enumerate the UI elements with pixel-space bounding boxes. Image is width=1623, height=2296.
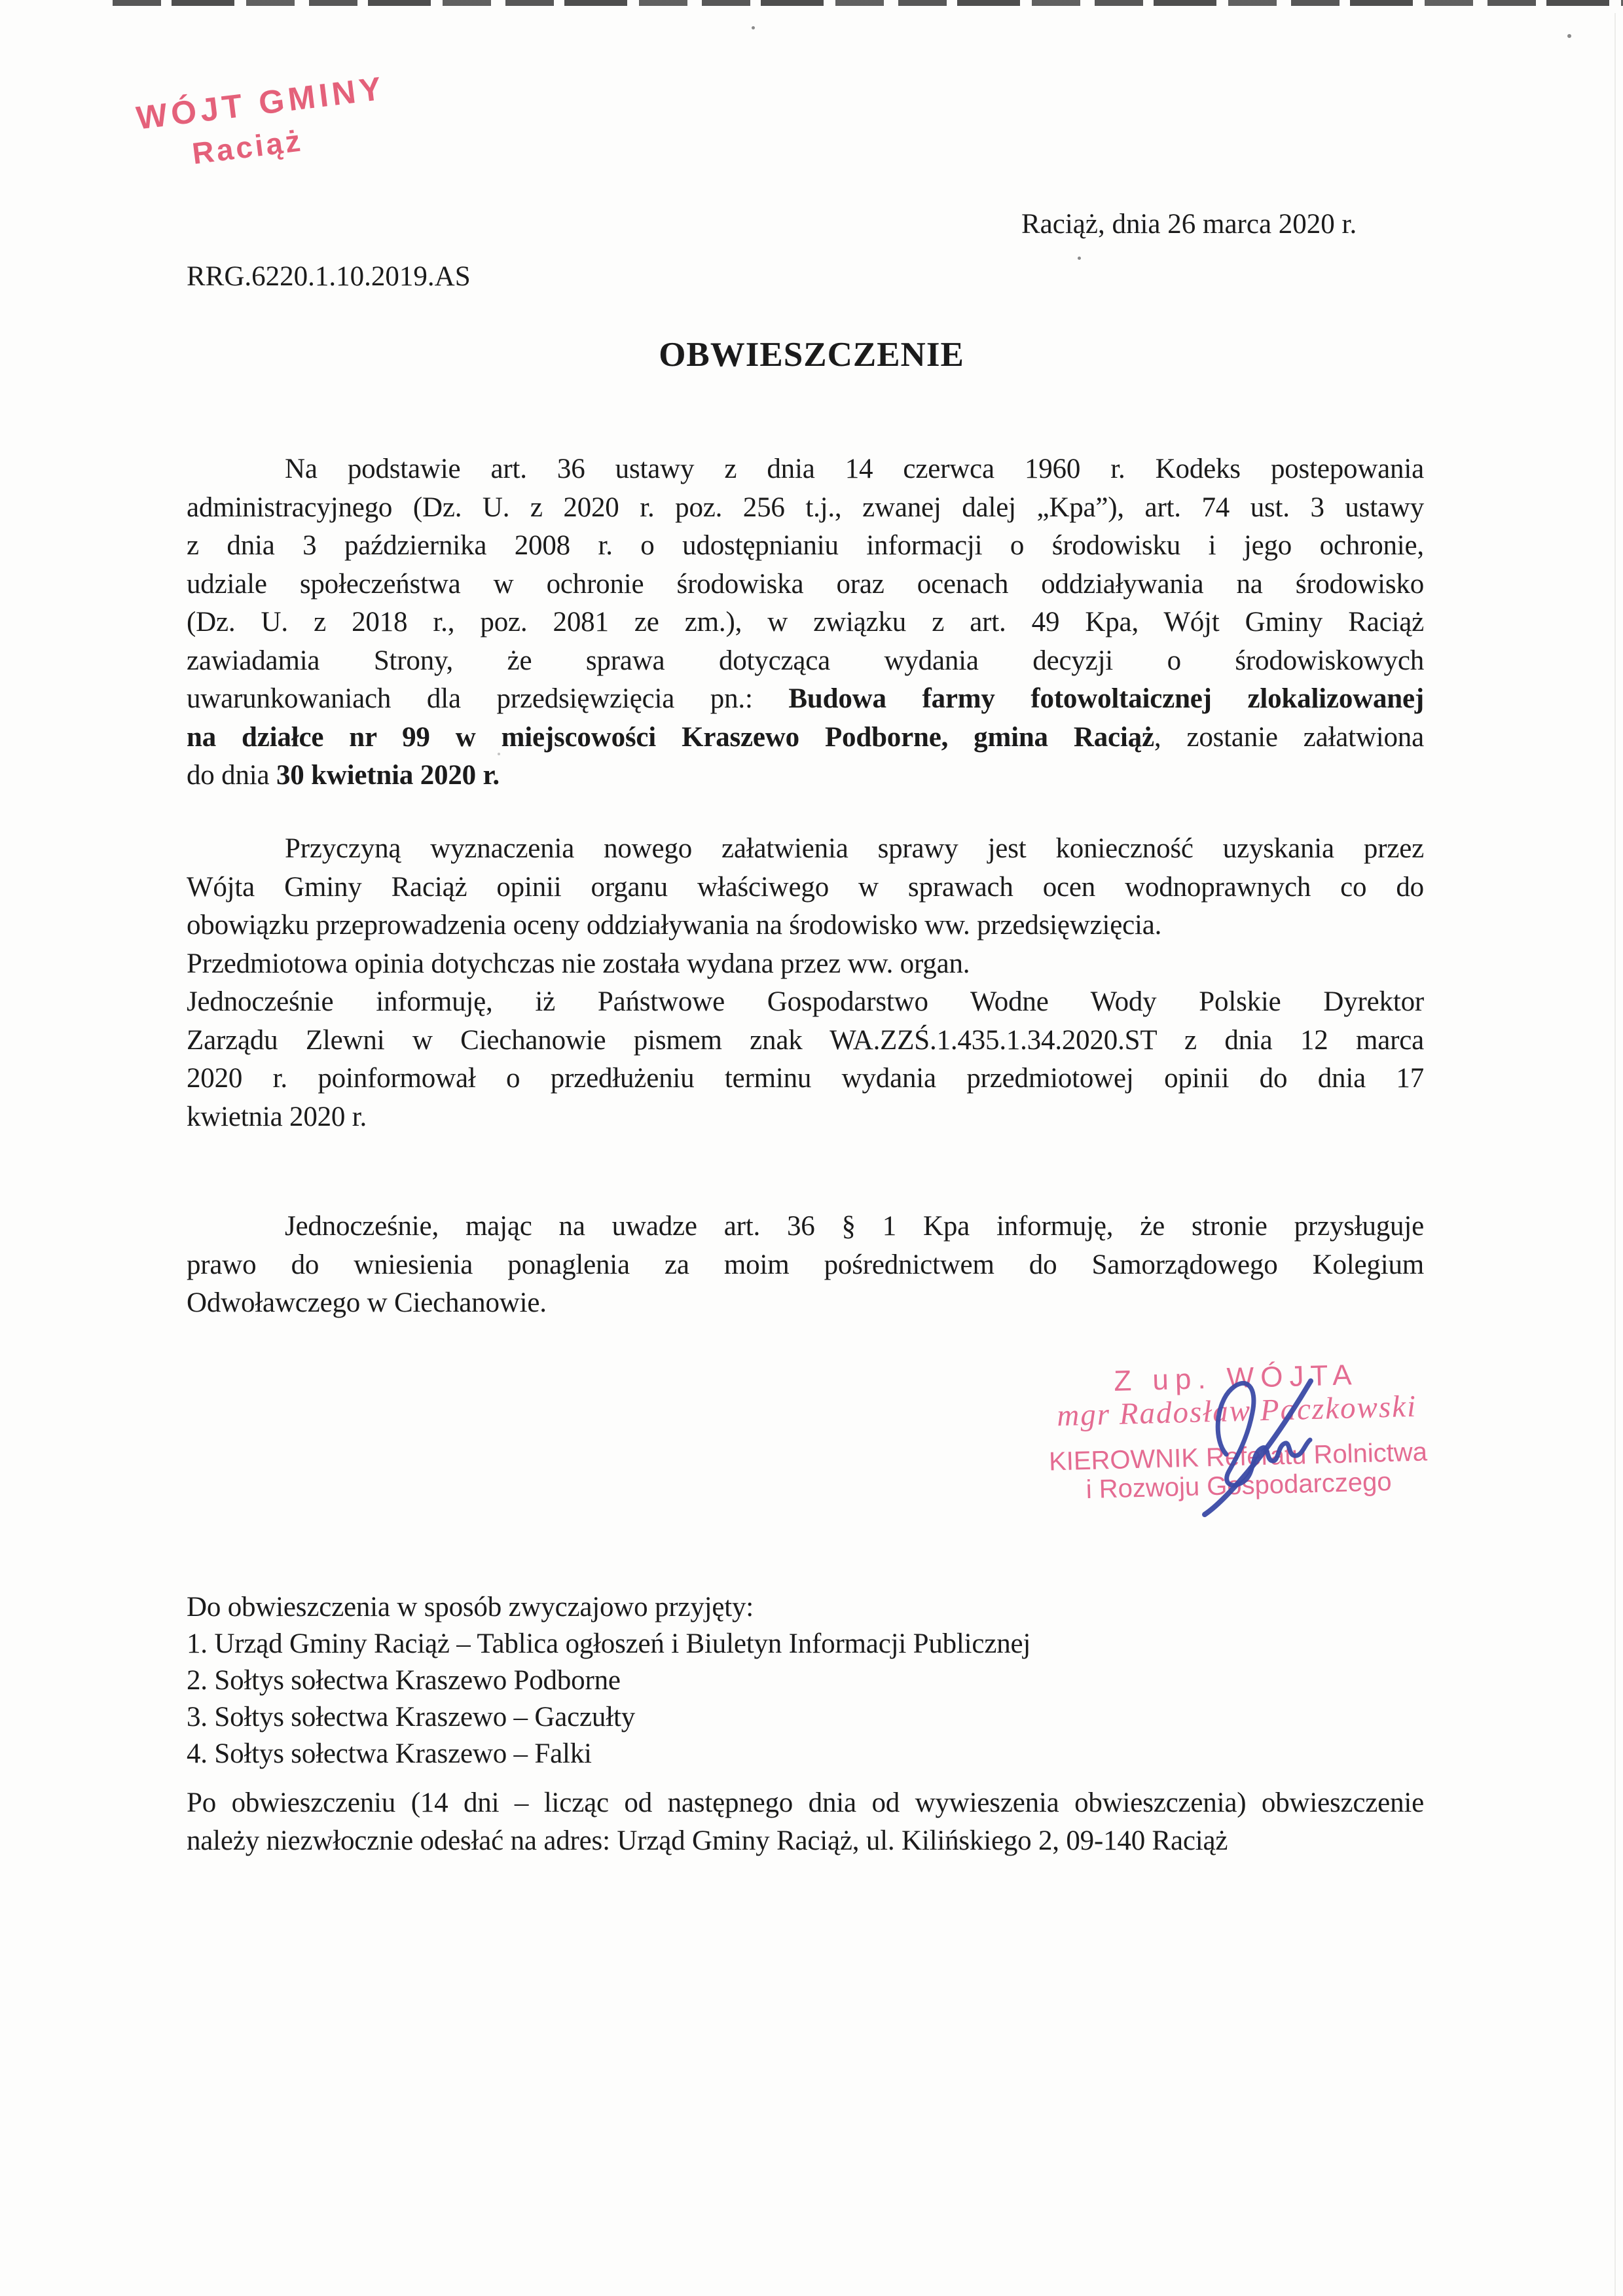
text-line: Przedmiotowa opinia dotychczas nie została wydana przez ww. organ.	[187, 948, 970, 979]
text-line: (Dz. U. z 2018 r., poz. 2081 ze zm.), w związku z art. 49 Kpa, Wójt Gminy Raciąż	[187, 607, 1424, 637]
text-line: na działce nr 99 w miejscowości Kraszewo Podborne, gmina Raciąż, zostanie załatwiona	[187, 721, 1424, 753]
text-line: prawo do wniesienia ponaglenia za moim pośrednictwem do Samorządowego Kolegium	[187, 1249, 1424, 1280]
scan-speck	[752, 26, 755, 29]
paragraph-rights	[187, 1208, 1424, 1323]
distribution-list	[187, 1589, 1030, 1772]
footer-note	[187, 1784, 1424, 1860]
reference-number: RRG.6220.1.10.2019.AS	[187, 261, 471, 292]
document-title: OBWIESZCZENIE	[659, 336, 964, 374]
text-line: obowiązku przeprowadzenia oceny oddziaływania na środowisko ww. przedsięwzięcia.	[187, 910, 1162, 941]
signature-stamp-name: mgr Radosław Paczkowski	[1056, 1389, 1417, 1433]
text-line: z dnia 3 października 2008 r. o udostępnianiu informacji o środowisku i jego ochronie,	[187, 530, 1424, 561]
signature-stamp-authority: Z up. WÓJTA	[1113, 1359, 1359, 1397]
text-line: udziale społeczeństwa w ochronie środowiska oraz ocenach oddziaływania na środowisko	[187, 568, 1424, 600]
text-line: Jednocześnie, mając na uwadze art. 36 § 1 Kpa informuję, że stronie przysługuje	[285, 1211, 1424, 1242]
text-line: Odwoławczego w Ciechanowie.	[187, 1287, 547, 1318]
text-line: Wójta Gminy Raciąż opinii organu właściwego w sprawach ocen wodnoprawnych co do	[187, 871, 1424, 903]
office-stamp-line1: WÓJT GMINY	[134, 69, 388, 137]
text-line: należy niezwłocznie odesłać na adres: Urząd Gminy Raciąż, ul. Kilińskiego 2, 09-140 Raciąż	[187, 1825, 1228, 1856]
list-item: 1. Urząd Gminy Raciąż – Tablica ogłoszeń i Biuletyn Informacji Publicznej	[187, 1628, 1031, 1659]
text-line: zawiadamia Strony, że sprawa dotycząca wydania decyzji o środowiskowych	[187, 645, 1424, 676]
scan-speck	[1567, 34, 1571, 38]
text-line: administracyjnego (Dz. U. z 2020 r. poz. 256 t.j., zwanej dalej „Kpa”), art. 74 ust. 3 ustawy	[187, 492, 1424, 523]
scan-speck	[498, 753, 500, 755]
office-stamp-line2: Raciąż	[190, 123, 305, 171]
scan-speck	[1078, 257, 1081, 260]
text-line: Jednocześnie informuję, iż Państwowe Gospodarstwo Wodne Wody Polskie Dyrektor	[187, 986, 1424, 1017]
text-line: Przyczyną wyznaczenia nowego załatwienia sprawy jest konieczność uzyskania przez	[285, 833, 1424, 864]
distribution-heading: Do obwieszczenia w sposób zwyczajowo przyjęty:	[187, 1592, 754, 1623]
paragraph-legal-basis	[187, 450, 1424, 795]
signature-stamp-title-line1: KIEROWNIK Referatu Rolnictwa	[1048, 1437, 1428, 1477]
office-stamp	[134, 69, 392, 177]
text-line: uwarunkowaniach dla przedsięwzięcia pn.: Budowa farmy fotowoltaicznej zlokalizowanej	[187, 683, 1424, 714]
distribution-items	[187, 1626, 1030, 1772]
list-item: 4. Sołtys sołectwa Kraszewo – Falki	[187, 1738, 592, 1769]
handwritten-signature	[1175, 1356, 1345, 1539]
text-line: Na podstawie art. 36 ustawy z dnia 14 czerwca 1960 r. Kodeks postepowania	[285, 454, 1424, 484]
list-item: 3. Sołtys sołectwa Kraszewo – Gaczułty	[187, 1702, 635, 1732]
paragraph-reason	[187, 830, 1424, 1136]
text-line: do dnia 30 kwietnia 2020 r.	[187, 760, 500, 791]
text-line: Po obwieszczeniu (14 dni – licząc od następnego dnia od wywieszenia obwieszczenia) obwieszczenie	[187, 1787, 1424, 1818]
signature-stamp-title-line2: i Rozwoju Gospodarczego	[1085, 1467, 1393, 1505]
list-item: 2. Sołtys sołectwa Kraszewo Podborne	[187, 1665, 621, 1696]
text-line: kwietnia 2020 r.	[187, 1101, 367, 1132]
dateline: Raciąż, dnia 26 marca 2020 r.	[1021, 209, 1357, 240]
scan-artifact-top	[98, 0, 1623, 6]
text-line: 2020 r. poinformował o przedłużeniu terminu wydania przedmiotowej opinii do dnia 17	[187, 1063, 1424, 1094]
text-line: Zarządu Zlewni w Ciechanowie pismem znak WA.ZZŚ.1.435.1.34.2020.ST z dnia 12 marca	[187, 1024, 1424, 1056]
